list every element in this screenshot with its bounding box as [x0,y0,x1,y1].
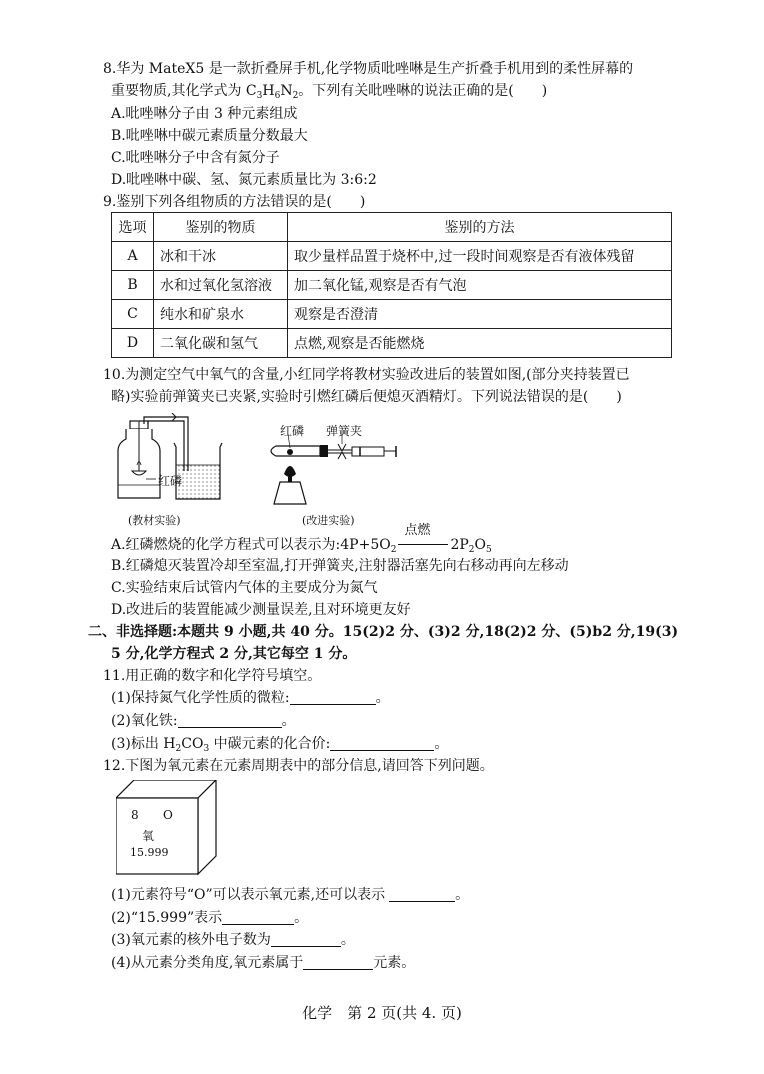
answer-blank[interactable] [290,690,376,705]
q10-stem-line2: 略)实验前弹簧夹已夹紧,实验时引燃红磷后便熄灭酒精灯。下列说法错误的是( ) [111,389,622,405]
table-cell: 加二氧化锰,观察是否有气泡 [288,271,672,300]
atomic-number: 8 [131,808,139,822]
q10-option-b: B.红磷熄灭装置冷却至室温,打开弹簧夹,注射器活塞先向右移动再向左移动 [111,558,569,574]
fig2-phosphorus-label: 红磷 [280,424,305,438]
periodic-table-cell [116,780,218,876]
q10-option-a: A.红磷燃烧的化学方程式可以表示为$:4P+5O_2$ 点燃 $2P_2O_5$ [111,523,492,555]
fig2-clip-label: 弹簧夹 [326,424,363,438]
fig1-phosphorus-label: 红磷 [158,474,183,488]
q9-stem: 9.鉴别下列各组物质的方法错误的是( ) [103,194,366,210]
q10-option-d: D.改进后的装置能减少测量误差,且对环境更友好 [111,602,411,618]
element-name: 氧 [142,829,155,843]
table-cell: 点燃,观察是否能燃烧 [288,329,672,358]
table-row [112,242,672,271]
q12-part3: (3)氧元素的核外电子数为 。 [111,932,355,948]
q8-stem-line2: 重要物质,其化学式为 $C_3H_6N_2$。下列有关吡唑啉的说法正确的是( ) [111,83,548,101]
textbook-apparatus-diagram [110,413,245,508]
q8-option-a: A.吡唑啉分子由 3 种元素组成 [111,106,298,122]
table-row [112,271,672,300]
section2-heading-line2: 5 分,化学方程式 2 分,其它每空 1 分。 [111,646,357,662]
table-cell: C [112,300,154,329]
q12-part1: (1)元素符号“O”可以表示氧元素,还可以表示 。 [111,887,470,903]
table-cell: 二氧化碳和氢气 [154,329,288,358]
q11-part2: (2)氧化铁: 。 [111,713,296,729]
table-cell: 纯水和矿泉水 [154,300,288,329]
table-cell: B [112,271,154,300]
q8-option-c: C.吡唑啉分子中含有氮分子 [111,150,280,166]
answer-blank[interactable] [330,736,434,751]
table-cell: 水和过氧化氢溶液 [154,271,288,300]
table-row [112,329,672,358]
table-cell: 观察是否澄清 [288,300,672,329]
q8-option-b: B.吡唑啉中碳元素质量分数最大 [111,128,308,144]
q8-option-d: D.吡唑啉中碳、氢、氮元素质量比为 3:6:2 [111,172,377,188]
q10-stem-line1: 10.为测定空气中氧气的含量,小红同学将教材实验改进后的装置如图,(部分夹持装置已 [103,367,630,383]
element-symbol: O [163,808,173,822]
q11-part3: (3)标出 $H_2CO_3$ 中碳元素的化合价: 。 [111,736,449,754]
answer-blank[interactable] [303,955,373,970]
page-footer: 化学 第 2 页(共 4. 页) [302,1004,462,1022]
section2-heading-line1: 二、非选择题:本题共 9 小题,共 40 分。15(2)2 分、(3)2 分,18(2)2 分、(5)b2 分,19(3) [88,624,679,640]
table-cell: 冰和干冰 [154,242,288,271]
table-row [112,300,672,329]
table-header: 鉴别的方法 [288,213,672,242]
q10-option-c: C.实验结束后试管内气体的主要成分为氮气 [111,580,378,596]
table-cell: 取少量样品置于烧杯中,过一段时间观察是否有液体残留 [288,242,672,271]
q12-part4: (4)从元素分类角度,氧元素属于 元素。 [111,955,416,971]
table-cell: A [112,242,154,271]
table-header: 选项 [112,213,154,242]
q9-table [111,212,672,358]
answer-blank[interactable] [222,910,294,925]
fig1-caption: (教材实验) [128,514,181,527]
answer-blank[interactable] [271,932,341,947]
fig2-caption: (改进实验) [302,514,355,527]
answer-blank[interactable] [389,887,455,902]
q11-stem: 11.用正确的数字和化学符号填空。 [103,668,322,684]
answer-blank[interactable] [178,713,282,728]
q8-stem-line1: 8.华为 MateX5 是一款折叠屏手机,化学物质吡唑啉是生产折叠手机用到的柔性屏幕的 [103,61,634,77]
table-header-row [112,213,672,242]
table-cell: D [112,329,154,358]
q12-part2: (2)“15.999”表示 。 [111,910,309,926]
table-header: 鉴别的物质 [154,213,288,242]
q12-stem: 12.下图为氧元素在元素周期表中的部分信息,请回答下列问题。 [103,758,494,774]
reaction-arrow: 点燃 [398,535,448,545]
atomic-mass: 15.999 [130,846,169,859]
q11-part1: (1)保持氮气化学性质的微粒: 。 [111,690,390,706]
